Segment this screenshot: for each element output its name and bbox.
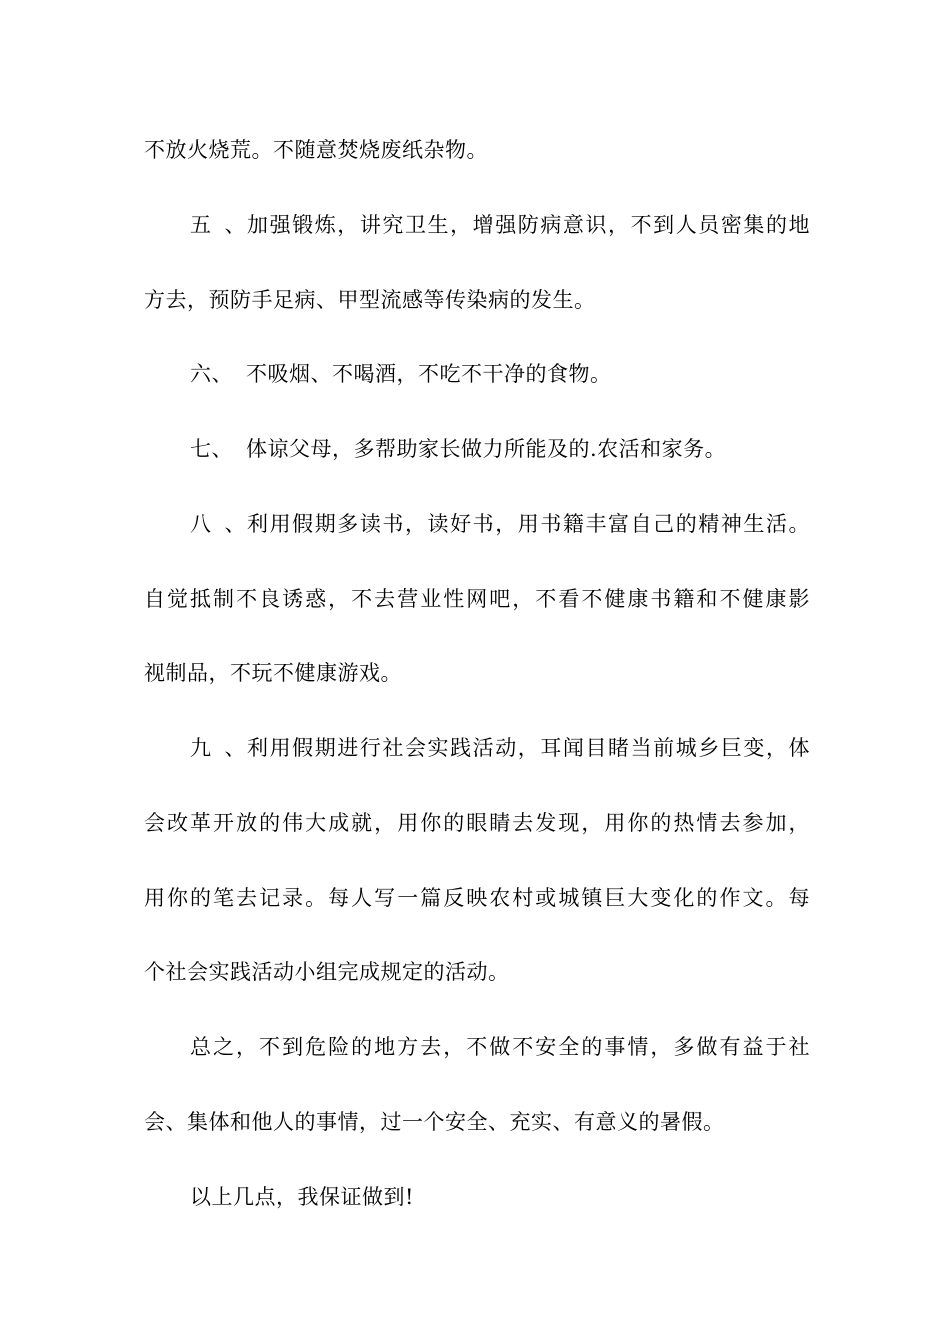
line-text: 总之，不到危险的地方去，不做不安全的事情，多做有益于社 <box>190 1035 810 1059</box>
line-text: 方去，预防手足病、甲型流感等传染病的发生。 <box>144 288 596 312</box>
line-text: 自觉抵制不良诱惑，不去营业性网吧，不看不健康书籍和不健康影 <box>144 587 810 611</box>
line-text: 不吸烟、不喝酒，不吃不干净的食物。 <box>246 362 612 386</box>
line-text: 体谅父母，多帮助家长做力所能及的.农活和家务。 <box>246 437 727 461</box>
line-text: 不放火烧荒。不随意焚烧废纸杂物。 <box>144 138 488 162</box>
summary-line-1 <box>190 1032 810 1062</box>
closing-line <box>190 1182 810 1212</box>
item-number: 九、 <box>190 736 246 760</box>
item-eight-line-3 <box>144 658 810 688</box>
item-number: 八、 <box>190 512 246 536</box>
line-text: 视制品，不玩不健康游戏。 <box>144 661 402 685</box>
line-text: 以上几点，我保证做到! <box>190 1185 414 1209</box>
item-nine-line-4 <box>144 957 810 987</box>
item-number: 五、 <box>190 213 246 237</box>
item-seven <box>190 434 810 464</box>
line-text: 个社会实践活动小组完成规定的活动。 <box>144 960 510 984</box>
item-nine-line-1 <box>190 733 810 763</box>
summary-line-2 <box>144 1107 810 1137</box>
item-nine-line-3 <box>144 883 810 913</box>
item-eight-line-1 <box>190 509 810 539</box>
text-line-1 <box>144 135 810 165</box>
item-number: 七、 <box>190 437 233 461</box>
item-five-line-2 <box>144 285 810 315</box>
item-five-line-1 <box>190 210 810 240</box>
line-text: 用你的笔去记录。每人写一篇反映农村或城镇巨大变化的作文。每 <box>144 886 810 910</box>
line-text: 利用假期进行社会实践活动，耳闻目睹当前城乡巨变，体 <box>246 736 810 760</box>
line-text: 会改革开放的伟大成就，用你的眼睛去发现，用你的热情去参加， <box>144 811 810 835</box>
item-number: 六、 <box>190 362 233 386</box>
line-text: 加强锻炼，讲究卫生，增强防病意识，不到人员密集的地 <box>246 213 810 237</box>
line-text: 利用假期多读书，读好书，用书籍丰富自己的精神生活。 <box>246 512 810 536</box>
line-text: 会、集体和他人的事情，过一个安全、充实、有意义的暑假。 <box>144 1110 725 1134</box>
item-eight-line-2 <box>144 584 810 614</box>
item-six <box>190 359 810 389</box>
item-nine-line-2 <box>144 808 810 838</box>
